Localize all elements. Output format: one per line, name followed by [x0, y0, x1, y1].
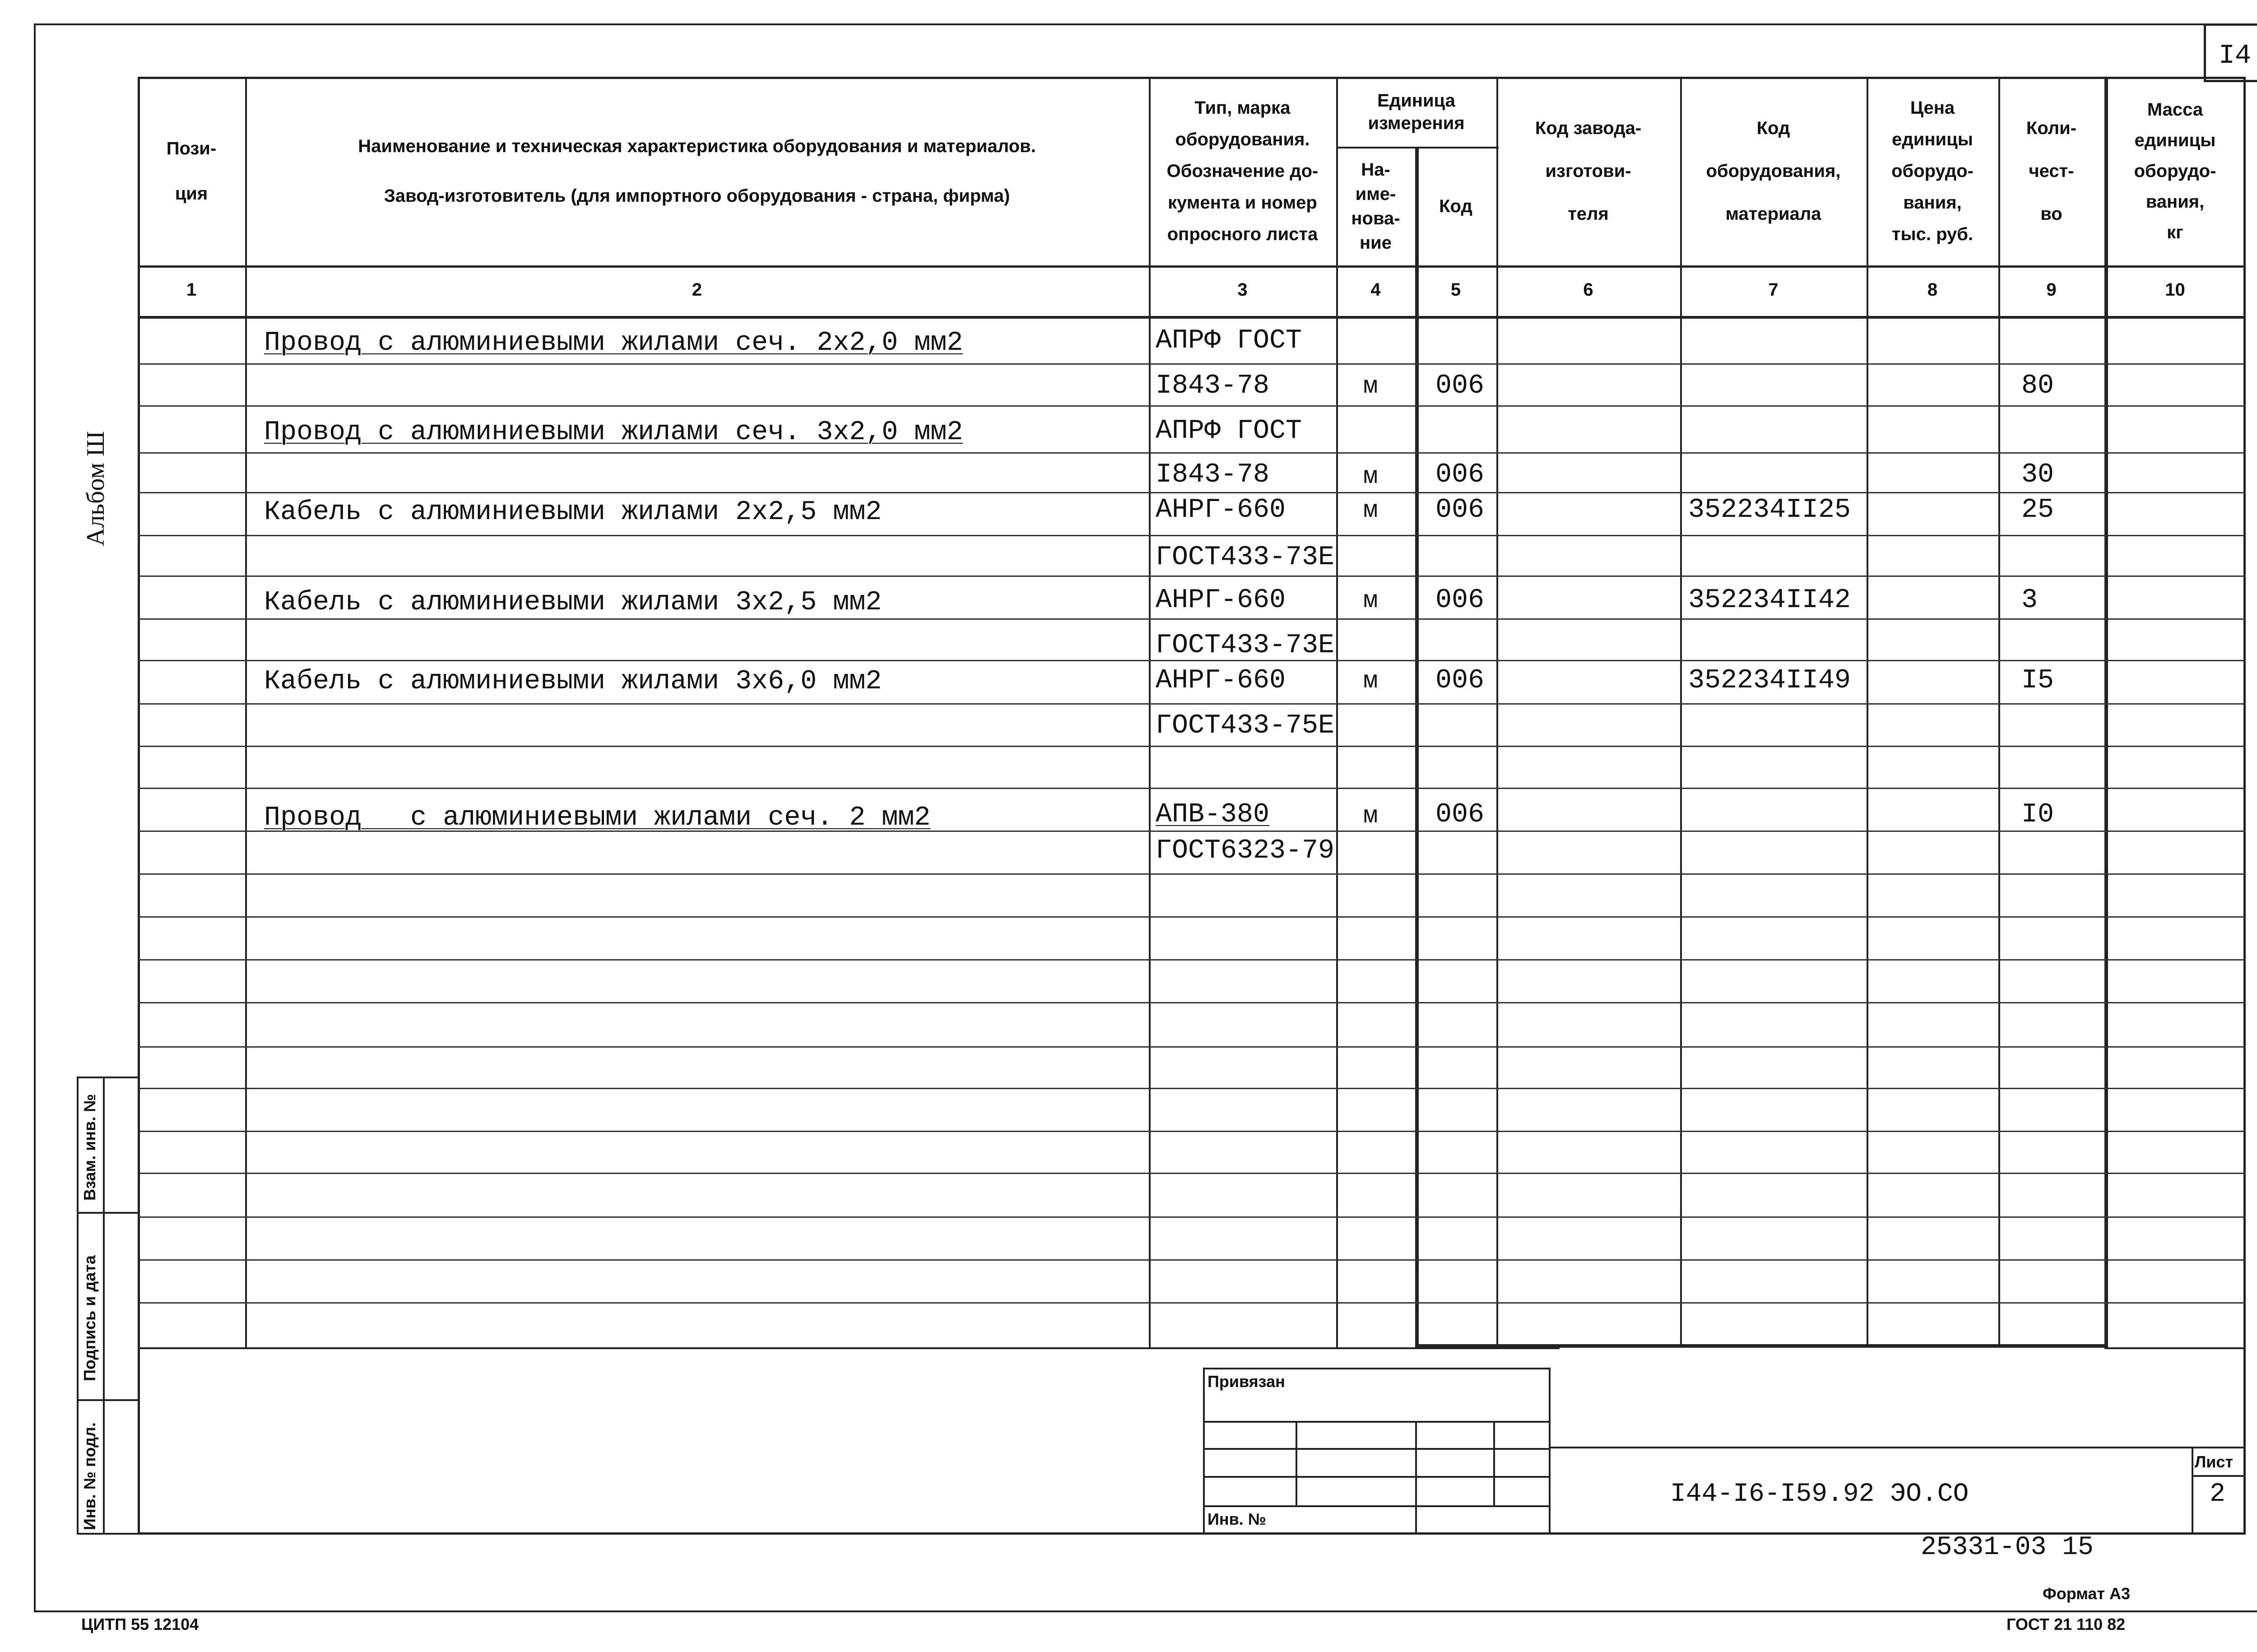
- row-6-type: ГОСТ433-73Е: [1156, 542, 1335, 573]
- row-5-code: 006: [1435, 495, 1485, 525]
- row-4-unit: м: [1363, 463, 1378, 491]
- colnum-4: 4: [1370, 280, 1381, 300]
- row-3-type: АПРФ ГОСТ: [1156, 416, 1302, 446]
- row-4-qty: 30: [2021, 459, 2054, 490]
- header-quantity: Коли- чест- во: [2026, 118, 2077, 224]
- album-label: Альбом Ш: [82, 431, 110, 546]
- header-mass: Масса единицы оборудо- вания, кг: [2134, 100, 2216, 242]
- row-11-type: АПВ-380: [1156, 799, 1270, 830]
- side-vzam-inv: Взам. инв. №: [80, 1094, 99, 1201]
- row-9-type: АНРГ-660: [1156, 665, 1286, 696]
- row-9-unit: м: [1363, 668, 1378, 695]
- row-2-code: 006: [1435, 371, 1485, 401]
- row-7-mat: 352234II42: [1688, 585, 1851, 616]
- row-7-unit: м: [1363, 587, 1378, 615]
- row-5-qty: 25: [2021, 495, 2054, 525]
- colnum-5: 5: [1450, 280, 1461, 300]
- inv-no-label: Инв. №: [1207, 1510, 1266, 1528]
- colnum-10: 10: [2165, 280, 2185, 300]
- colnum-7: 7: [1768, 280, 1779, 300]
- colnum-1: 1: [186, 280, 197, 300]
- header-position: Пози- ция: [166, 139, 217, 204]
- row-9-mat: 352234II49: [1688, 665, 1851, 696]
- privyazan-label: Привязан: [1207, 1372, 1285, 1391]
- row-1-name: Провод с алюминиевыми жилами сеч. 2х2,0 мм2: [264, 328, 963, 358]
- row-10-type: ГОСТ433-75Е: [1156, 710, 1335, 741]
- row-2-unit: м: [1363, 373, 1378, 400]
- page-number: I4: [2218, 41, 2251, 71]
- header-type: Тип, марка оборудования. Обозначение до- кумента и номер опросного листа: [1166, 98, 1319, 244]
- row-11-name: Провод с алюминиевыми жилами сеч. 2 мм2: [264, 803, 931, 833]
- header-equipment-code: Код оборудования, материала: [1706, 118, 1841, 224]
- colnum-3: 3: [1237, 280, 1248, 300]
- side-inv-podl: Инв. № подл.: [80, 1422, 99, 1530]
- row-2-qty: 80: [2021, 371, 2054, 401]
- row-4-type: I843-78: [1156, 459, 1270, 490]
- header-unit-code: Код: [1439, 196, 1472, 216]
- header-factory-code: Код завода- изготови- теля: [1535, 118, 1642, 224]
- row-7-qty: 3: [2021, 585, 2038, 616]
- row-5-name: Кабель с алюминиевыми жилами 2х2,5 мм2: [264, 497, 882, 528]
- header-unit-name: На- име- нова- ние: [1351, 159, 1400, 253]
- header-unit: Единица измерения: [1368, 90, 1465, 133]
- row-11-unit: м: [1363, 803, 1378, 830]
- row-3-name: Провод с алюминиевыми жилами сеч. 3х2,0 мм2: [264, 417, 963, 448]
- colnum-9: 9: [2046, 280, 2057, 300]
- colnum-6: 6: [1583, 280, 1593, 300]
- header-price: Цена единицы оборудо- вания, тыс. руб.: [1891, 98, 1974, 244]
- colnum-2: 2: [692, 280, 702, 300]
- side-podpis-data: Подпись и дата: [80, 1255, 99, 1381]
- row-5-type: АНРГ-660: [1156, 495, 1286, 525]
- list-label: Лист: [2195, 1452, 2234, 1471]
- row-12-type: ГОСТ6323-79: [1156, 835, 1335, 866]
- colnum-8: 8: [1927, 280, 1938, 300]
- header-name: Наименование и техническая характеристика оборудования и материалов. Завод-изготовитель (для импортного оборудования - страна, фирма): [358, 136, 1036, 206]
- list-number: 2: [2210, 1480, 2225, 1509]
- row-7-name: Кабель с алюминиевыми жилами 3х2,5 мм2: [264, 587, 882, 618]
- row-1-type: АПРФ ГОСТ: [1156, 325, 1302, 356]
- row-5-unit: м: [1363, 497, 1378, 524]
- citp-label: ЦИТП 55 12104: [81, 1615, 199, 1633]
- row-9-code: 006: [1435, 665, 1485, 696]
- document-code: I44-I6-I59.92 ЭО.СО: [1670, 1480, 1969, 1509]
- row-9-qty: I5: [2021, 665, 2054, 696]
- row-11-code: 006: [1435, 799, 1485, 830]
- row-11-qty: I0: [2021, 799, 2054, 830]
- row-5-mat: 352234II25: [1688, 495, 1851, 525]
- row-2-type: I843-78: [1156, 371, 1270, 401]
- row-7-type: АНРГ-660: [1156, 585, 1286, 616]
- row-9-name: Кабель с алюминиевыми жилами 3х6,0 мм2: [264, 666, 882, 697]
- row-7-code: 006: [1435, 585, 1485, 616]
- row-4-code: 006: [1435, 459, 1485, 490]
- gost-label: ГОСТ 21 110 82: [2006, 1615, 2126, 1633]
- archive-number: 25331-03 15: [1921, 1533, 2094, 1562]
- row-8-type: ГОСТ433-73Е: [1156, 630, 1335, 661]
- format-label: Формат А3: [2043, 1584, 2131, 1603]
